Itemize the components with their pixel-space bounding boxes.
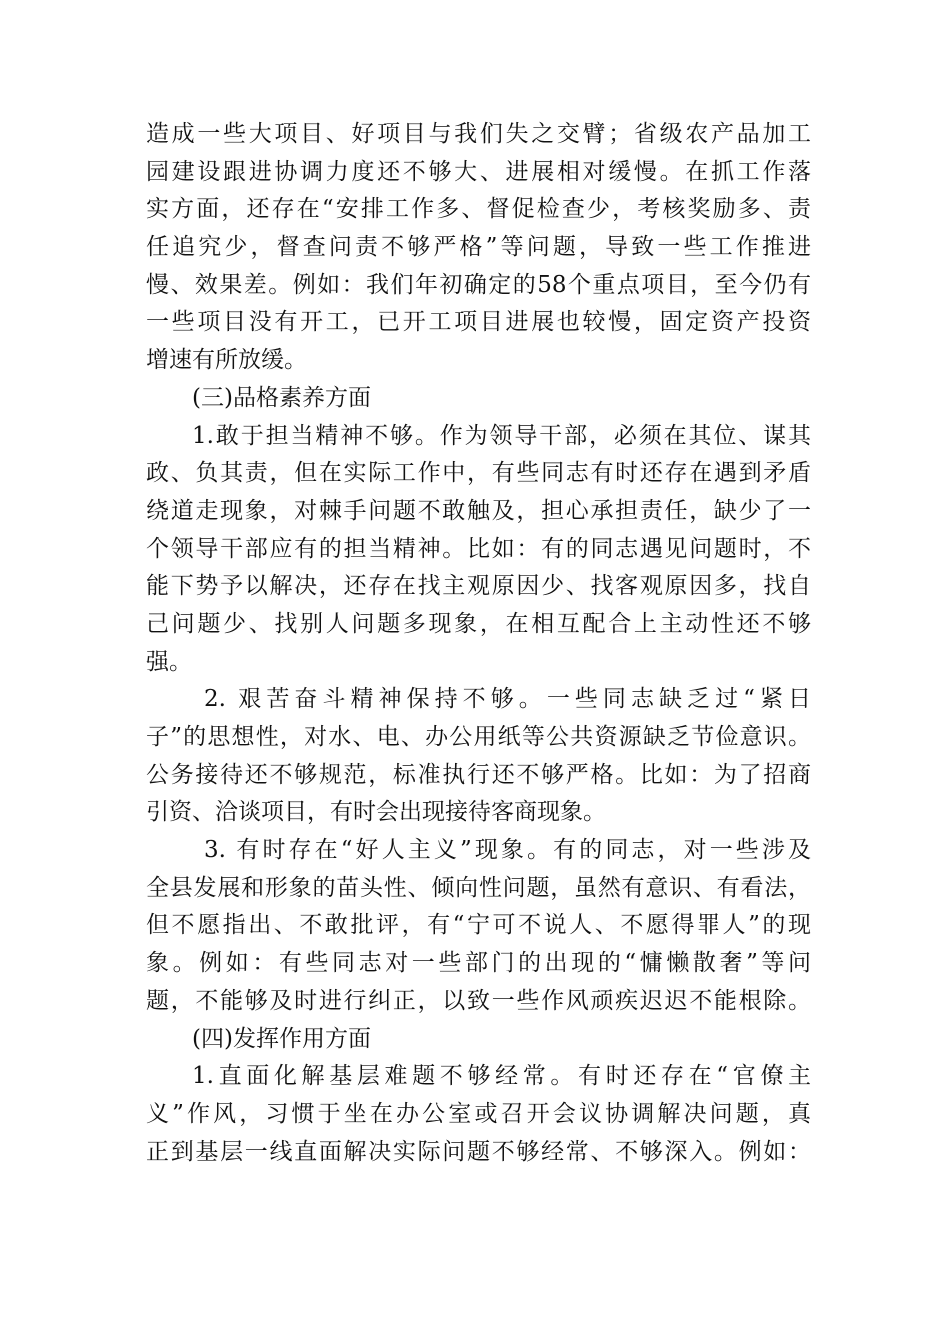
text-line: 实方面，还存在“安排工作多、督促检查少，考核奖励多、责 xyxy=(146,196,811,223)
text-line: 园建设跟进协调力度还不够大、进展相对缓慢。在抓工作落 xyxy=(146,158,811,185)
text-line: 强。 xyxy=(146,648,192,675)
text-line: 己问题少、找别人问题多现象，在相互配合上主动性还不够 xyxy=(146,610,811,637)
text-line: 个领导干部应有的担当精神。比如：有的同志遇见问题时，不 xyxy=(146,535,811,562)
text-line: 题，不能够及时进行纠正，以致一些作风顽疾迟迟不能根除。 xyxy=(146,987,811,1014)
text-line: 任追究少，督查问责不够严格”等问题，导致一些工作推进 xyxy=(146,234,811,261)
paragraph-first-line: 1.敢于担当精神不够。作为领导干部，必须在其位、谋其 xyxy=(192,422,811,449)
paragraph-first-line: 1.直面化解基层难题不够经常。有时还存在“官僚主 xyxy=(192,1063,811,1090)
text-line: 增速有所放缓。 xyxy=(146,347,307,374)
section-heading: (三)品格素养方面 xyxy=(192,384,371,411)
section-heading: (四)发挥作用方面 xyxy=(192,1025,371,1052)
text-line: 但不愿指出、不敢批评，有“宁可不说人、不愿得罪人”的现 xyxy=(146,912,811,939)
paragraph-first-line: 2. 艰苦奋斗精神保持不够。一些同志缺乏过“紧日 xyxy=(204,686,811,713)
text-line: 能下势予以解决，还存在找主观原因少、找客观原因多，找自 xyxy=(146,573,811,600)
text-line: 慢、效果差。例如：我们年初确定的58个重点项目，至今仍有 xyxy=(146,271,811,298)
text-line: 引资、洽谈项目，有时会出现接待客商现象。 xyxy=(146,799,606,826)
text-line: 子”的思想性，对水、电、办公用纸等公共资源缺乏节俭意识。 xyxy=(146,724,811,750)
document-body xyxy=(146,116,811,1171)
text-line: 正到基层一线直面解决实际问题不够经常、不够深入。例如： xyxy=(146,1138,811,1165)
text-line: 政、负其责，但在实际工作中，有些同志有时还存在遇到矛盾 xyxy=(146,460,811,487)
text-line: 义”作风，习惯于坐在办公室或召开会议协调解决问题，真 xyxy=(146,1100,811,1127)
text-line: 一些项目没有开工，已开工项目进展也较慢，固定资产投资 xyxy=(146,309,811,336)
text-line: 全县发展和形象的苗头性、倾向性问题，虽然有意识、有看法， xyxy=(146,874,811,901)
text-line: 造成一些大项目、好项目与我们失之交臂；省级农产品加工 xyxy=(146,121,811,147)
text-line: 象。例如：有些同志对一些部门的出现的“慵懒散奢”等问 xyxy=(146,950,811,977)
text-line: 绕道走现象，对棘手问题不敢触及，担心承担责任，缺少了一 xyxy=(146,497,811,524)
text-line: 公务接待还不够规范，标准执行还不够严格。比如：为了招商 xyxy=(146,761,811,788)
paragraph-first-line: 3. 有时存在“好人主义”现象。有的同志，对一些涉及 xyxy=(204,837,811,864)
